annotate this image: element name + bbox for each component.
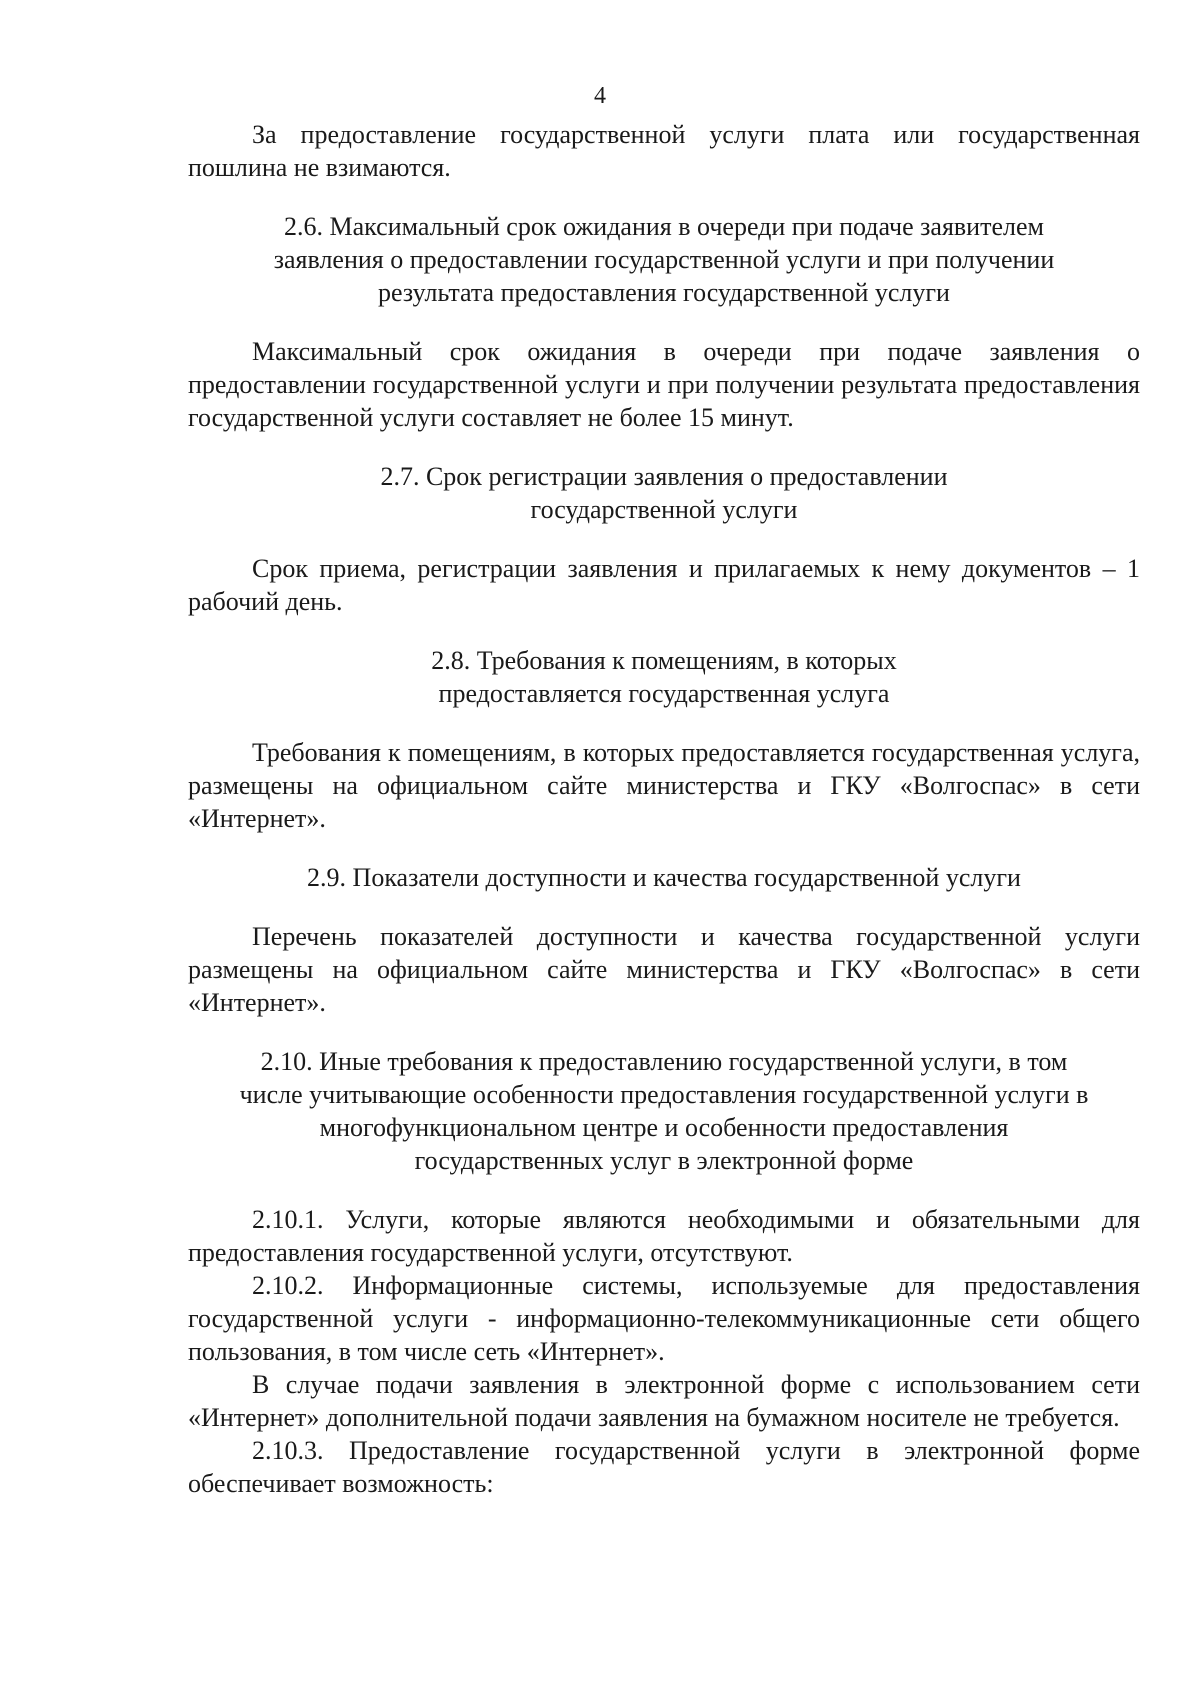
paragraph-2-8: Требования к помещениям, в которых предоставляется государственная услуга, размещены на официальном сайте министерства и ГКУ «Волгоспас» в сети «Интернет». [188, 738, 1140, 833]
paragraph-2-10-3: 2.10.3. Предоставление государственной услуги в электронной форме обеспечивает возможность: [188, 1436, 1140, 1498]
heading-2-10: 2.10. Иные требования к предоставлению государственной услуги, в том числе учитывающие особенности предоставления государственной услуги в многофункциональном центре и особенности предоставления государственных услуг в электронной форме [239, 1047, 1089, 1175]
paragraph-2-10-2-electronic: В случае подачи заявления в электронной форме с использованием сети «Интернет» дополнительной подачи заявления на бумажном носителе не требуется. [188, 1370, 1140, 1432]
page-number: 4 [594, 83, 606, 109]
paragraph-2-10-1: 2.10.1. Услуги, которые являются необходимыми и обязательными для предоставления государственной услуги, отсутствуют. [188, 1205, 1140, 1267]
heading-2-9: 2.9. Показатели доступности и качества государственной услуги [307, 863, 1021, 892]
paragraph-2-7: Срок приема, регистрации заявления и прилагаемых к нему документов – 1 рабочий день. [188, 554, 1140, 616]
paragraph-2-10-2: 2.10.2. Информационные системы, используемые для предоставления государственной услуги - информационно-телекоммуникационные сети общего пользования, в том числе сеть «Интернет». [188, 1271, 1140, 1366]
paragraph-fee: За предоставление государственной услуги плата или государственная пошлина не взимаются. [188, 120, 1140, 182]
heading-2-8: 2.8. Требования к помещениям, в которых предоставляется государственная услуга [431, 646, 897, 708]
document-body [188, 118, 1140, 1500]
heading-2-7: 2.7. Срок регистрации заявления о предоставлении государственной услуги [380, 462, 948, 524]
heading-2-6: 2.6. Максимальный срок ожидания в очереди при подаче заявителем заявления о предоставлении государственной услуги и при получении результата предоставления государственной услуги [273, 212, 1055, 307]
paragraph-2-9: Перечень показателей доступности и качества государственной услуги размещены на официальном сайте министерства и ГКУ «Волгоспас» в сети «Интернет». [188, 922, 1140, 1017]
paragraph-2-6: Максимальный срок ожидания в очереди при подаче заявления о предоставлении государственной услуги и при получении результата предоставления государственной услуги составляет не более 15 минут. [188, 337, 1140, 432]
